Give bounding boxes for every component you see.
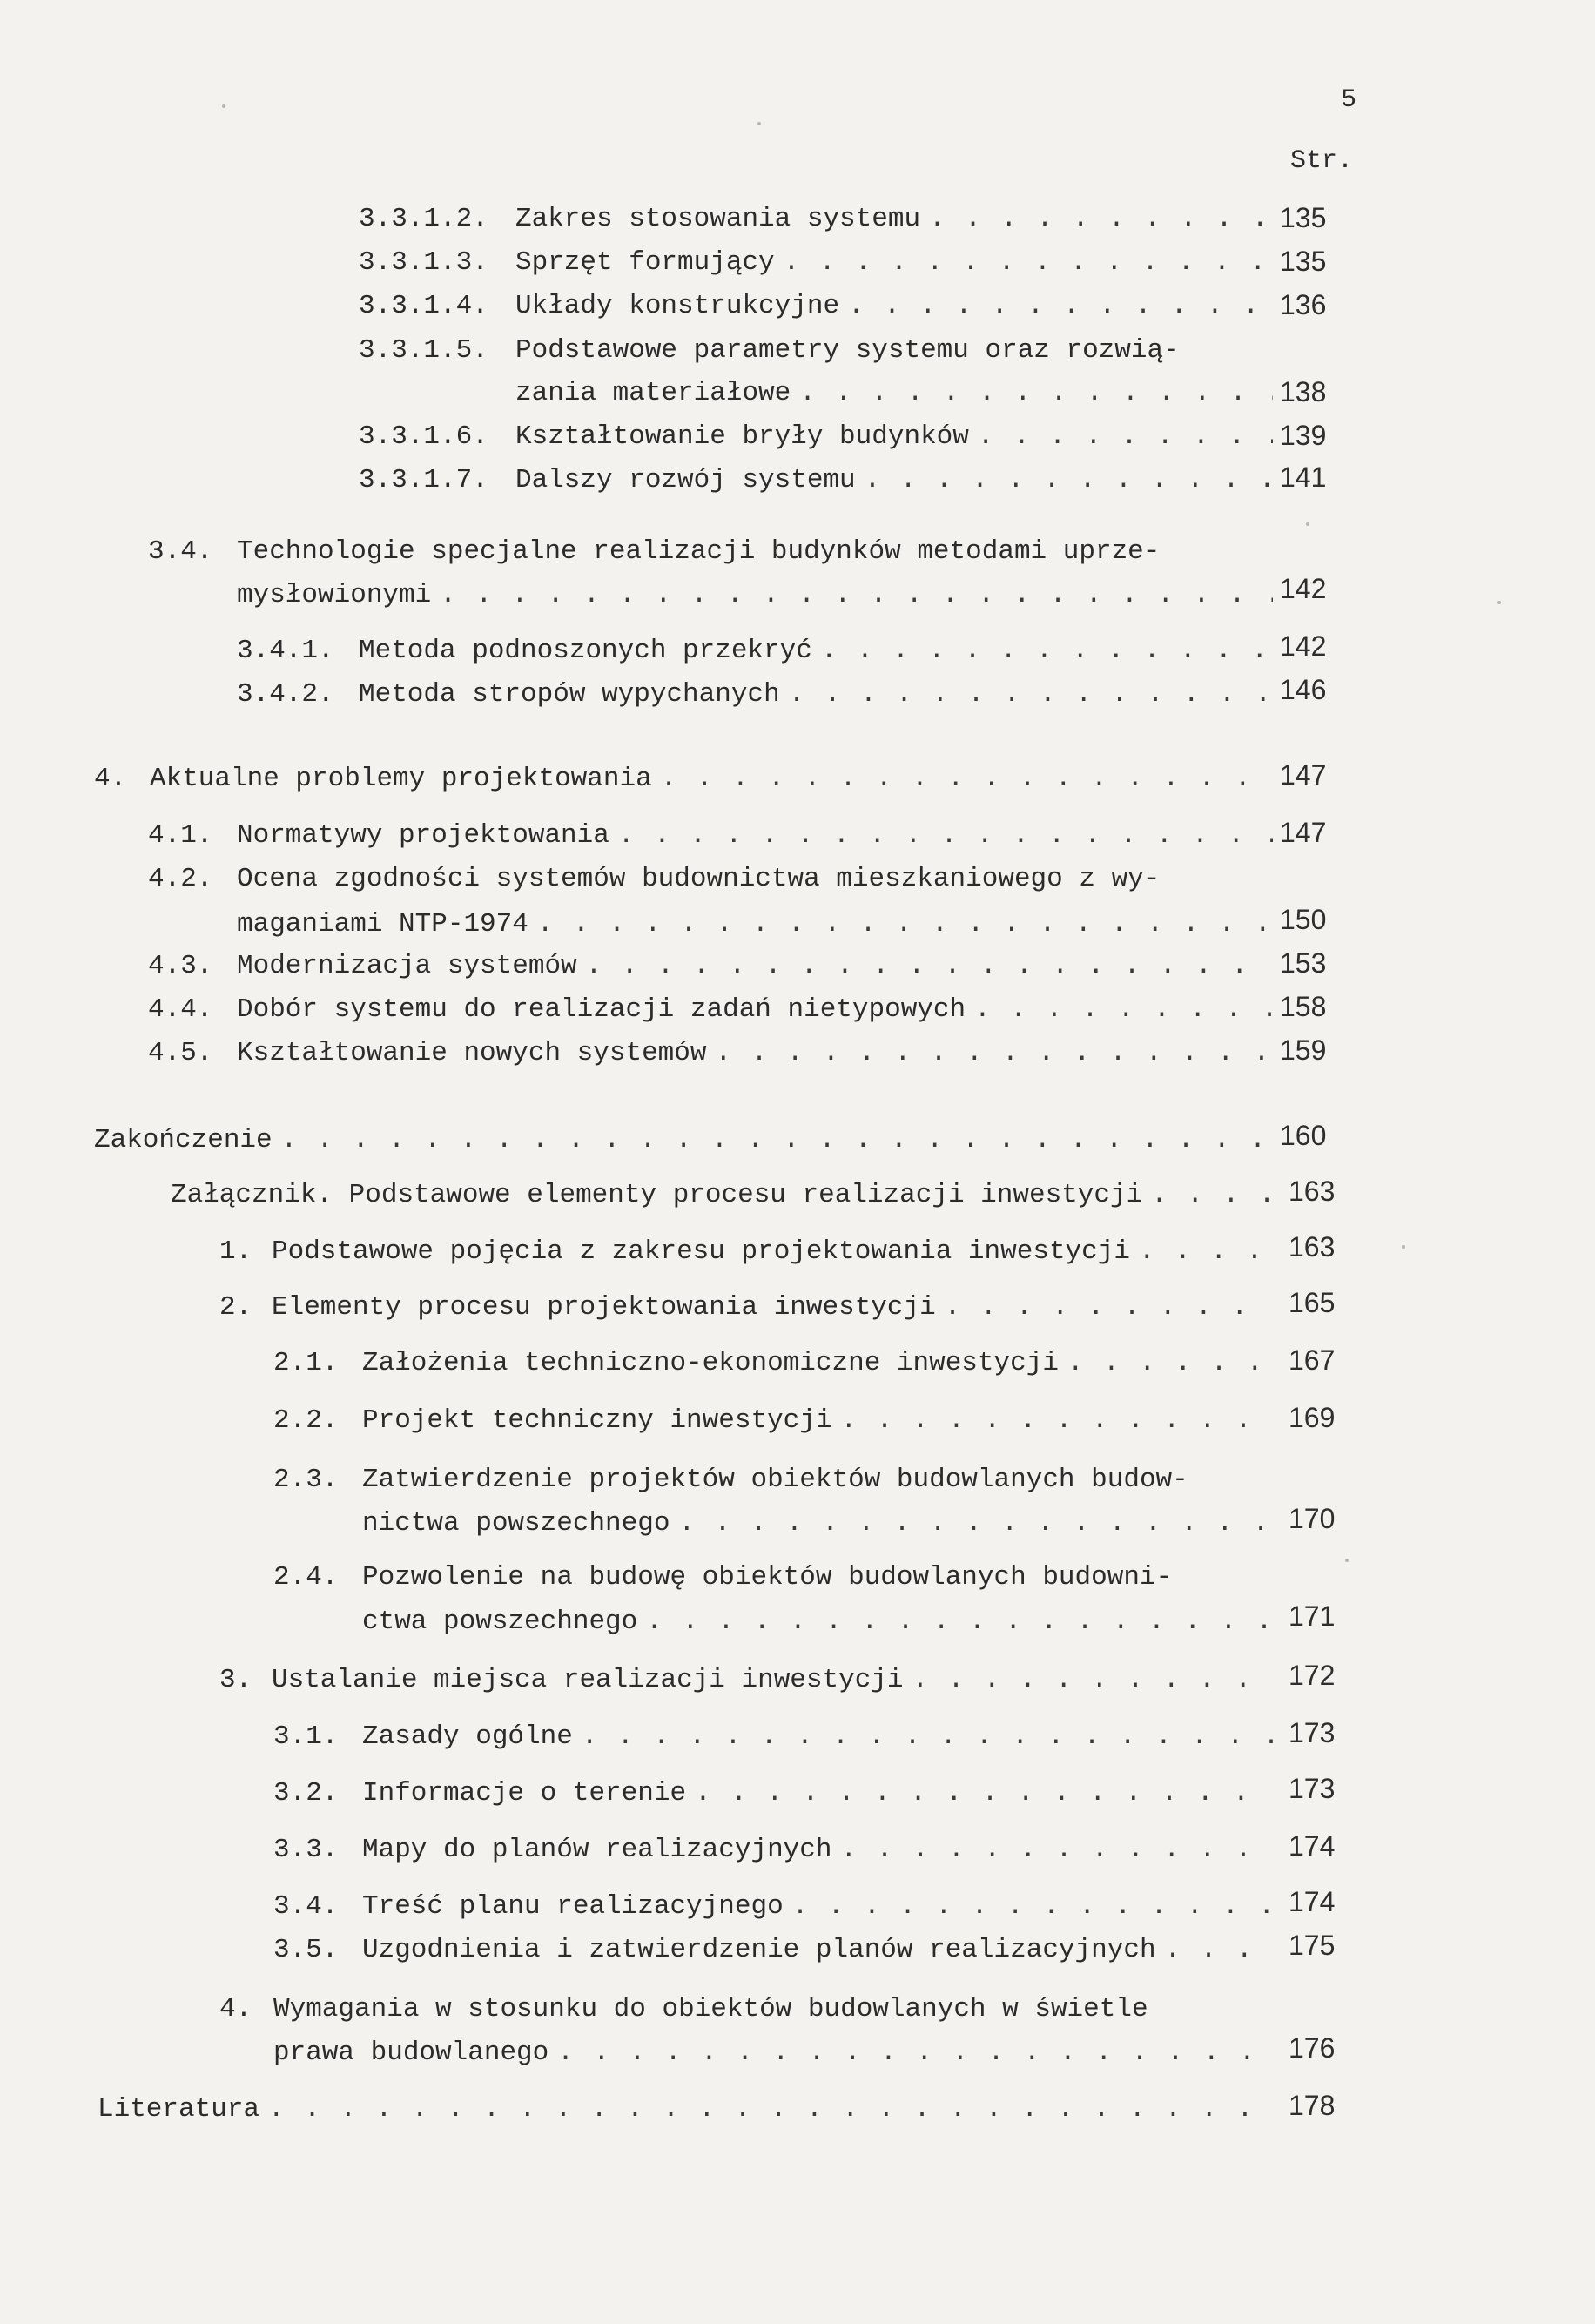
toc-page: 159 xyxy=(1280,1034,1327,1066)
toc-entry: 3.5. Uzgodnienia i zatwierdzenie planów realizacyjnych . . . xyxy=(273,1933,1273,1968)
toc-page: 147 xyxy=(1280,817,1327,848)
toc-entry: ctwa powszechnego . . . xyxy=(362,1605,1273,1640)
toc-entry-first-line: 4.2. Ocena zgodności systemów budownictwa mieszkaniowego z wy- xyxy=(148,864,1161,894)
toc-page: 142 xyxy=(1280,630,1327,662)
toc-entry: Literatura . . . xyxy=(98,2092,1273,2127)
paper-speck xyxy=(1306,522,1309,526)
toc-entry: 3.1. Zasady ogólne . . . xyxy=(273,1720,1273,1755)
toc-page: 173 xyxy=(1289,1773,1336,1804)
toc-page: 158 xyxy=(1280,991,1327,1022)
toc-page: 174 xyxy=(1289,1830,1336,1862)
toc-page: 169 xyxy=(1289,1402,1336,1433)
toc-entry: 3.2. Informacje o terenie . . . xyxy=(273,1776,1273,1811)
toc-entry: 4. Aktualne problemy projektowania . . . xyxy=(94,762,1273,797)
toc-entry-first-line: 3.3.1.5. Podstawowe parametry systemu oraz rozwią- xyxy=(359,335,1180,366)
toc-page: 175 xyxy=(1289,1930,1336,1961)
toc-entry: 2. Elementy procesu projektowania inwestycji . . . xyxy=(219,1290,1273,1325)
toc-page: 142 xyxy=(1280,573,1327,604)
paper-speck xyxy=(222,104,225,108)
toc-page: 170 xyxy=(1289,1503,1336,1534)
toc-entry: 3.3.1.2. Zakres stosowania systemu . . . xyxy=(359,202,1273,237)
toc-page: 147 xyxy=(1280,759,1327,791)
toc-entry: maganiami NTP-1974 . . . xyxy=(237,907,1273,942)
toc-page: 135 xyxy=(1280,246,1327,277)
toc-page: 173 xyxy=(1289,1717,1336,1748)
toc-entry-first-line: 4. Wymagania w stosunku do obiektów budowlanych w świetle xyxy=(219,1994,1148,2024)
paper-speck xyxy=(757,122,761,125)
toc-entry: 4.3. Modernizacja systemów . . . xyxy=(148,949,1273,984)
toc-entry-first-line: 2.3. Zatwierdzenie projektów obiektów budowlanych budow- xyxy=(273,1465,1188,1495)
toc-entry: 3.3. Mapy do planów realizacyjnych . . . xyxy=(273,1833,1273,1868)
toc-entry: Zakończenie . . . xyxy=(94,1123,1273,1158)
toc-entry: 3.3.1.3. Sprzęt formujący . . . xyxy=(359,246,1273,280)
toc-entry: 3. Ustalanie miejsca realizacji inwestycji . . . xyxy=(219,1663,1273,1698)
toc-page: 160 xyxy=(1280,1120,1327,1151)
toc-page: 150 xyxy=(1280,904,1327,935)
toc-entry: 3.4.1. Metoda podnoszonych przekryć . . . xyxy=(237,634,1273,669)
toc-entry: 4.5. Kształtowanie nowych systemów . . . xyxy=(148,1036,1273,1071)
toc-page: 141 xyxy=(1280,461,1327,493)
toc-entry: 3.3.1.6. Kształtowanie bryły budynków . . . xyxy=(359,420,1273,455)
toc-page: 135 xyxy=(1280,202,1327,233)
toc-entry: mysłowionymi . . . xyxy=(237,578,1273,613)
toc-page: 138 xyxy=(1280,376,1327,408)
toc-page: 171 xyxy=(1289,1600,1336,1632)
toc-page: 136 xyxy=(1280,289,1327,320)
toc-page: 167 xyxy=(1289,1344,1336,1376)
toc-entry: 4.4. Dobór systemu do realizacji zadań nietypowych . . . xyxy=(148,993,1273,1027)
page-number: 5 xyxy=(1341,85,1357,115)
toc-entry: 2.1. Założenia techniczno-ekonomiczne inwestycji . . . xyxy=(273,1346,1273,1381)
toc-entry-first-line: 3.4. Technologie specjalne realizacji budynków metodami uprze- xyxy=(148,536,1161,567)
page-column-label: Str. xyxy=(1290,146,1354,176)
paper-speck xyxy=(1345,1559,1349,1562)
toc-page: 178 xyxy=(1289,2090,1336,2121)
toc-page: 153 xyxy=(1280,947,1327,979)
toc-page: 163 xyxy=(1289,1175,1336,1207)
toc-entry-first-line: 2.4. Pozwolenie na budowę obiektów budowlanych budowni- xyxy=(273,1562,1173,1593)
toc-page: 172 xyxy=(1289,1660,1336,1691)
paper-speck xyxy=(1497,601,1501,604)
toc-page: 165 xyxy=(1289,1287,1336,1318)
toc-page: 174 xyxy=(1289,1886,1336,1917)
toc-entry: 3.4.2. Metoda stropów wypychanych . . . xyxy=(237,677,1273,712)
toc-page: 139 xyxy=(1280,420,1327,451)
toc-entry: 3.3.1.4. Układy konstrukcyjne . . . xyxy=(359,289,1273,324)
toc-entry: zania materiałowe . . . xyxy=(515,376,1273,411)
toc-entry: 4.1. Normatywy projektowania . . . xyxy=(148,818,1273,853)
toc-entry: nictwa powszechnego . . . xyxy=(362,1506,1273,1541)
toc-page: 146 xyxy=(1280,674,1327,705)
toc-entry: 1. Podstawowe pojęcia z zakresu projektowania inwestycji . . . xyxy=(219,1235,1273,1270)
toc-page: 163 xyxy=(1289,1231,1336,1263)
toc-entry: 3.4. Treść planu realizacyjnego . . . xyxy=(273,1890,1273,1924)
paper-speck xyxy=(1402,1245,1405,1249)
toc-entry: 3.3.1.7. Dalszy rozwój systemu . . . xyxy=(359,463,1273,498)
toc-entry: Załącznik. Podstawowe elementy procesu realizacji inwestycji . . . xyxy=(171,1178,1273,1213)
toc-entry: prawa budowlanego . . . xyxy=(273,2036,1273,2071)
toc-entry: 2.2. Projekt techniczny inwestycji . . . xyxy=(273,1404,1273,1438)
toc-page: 176 xyxy=(1289,2032,1336,2064)
